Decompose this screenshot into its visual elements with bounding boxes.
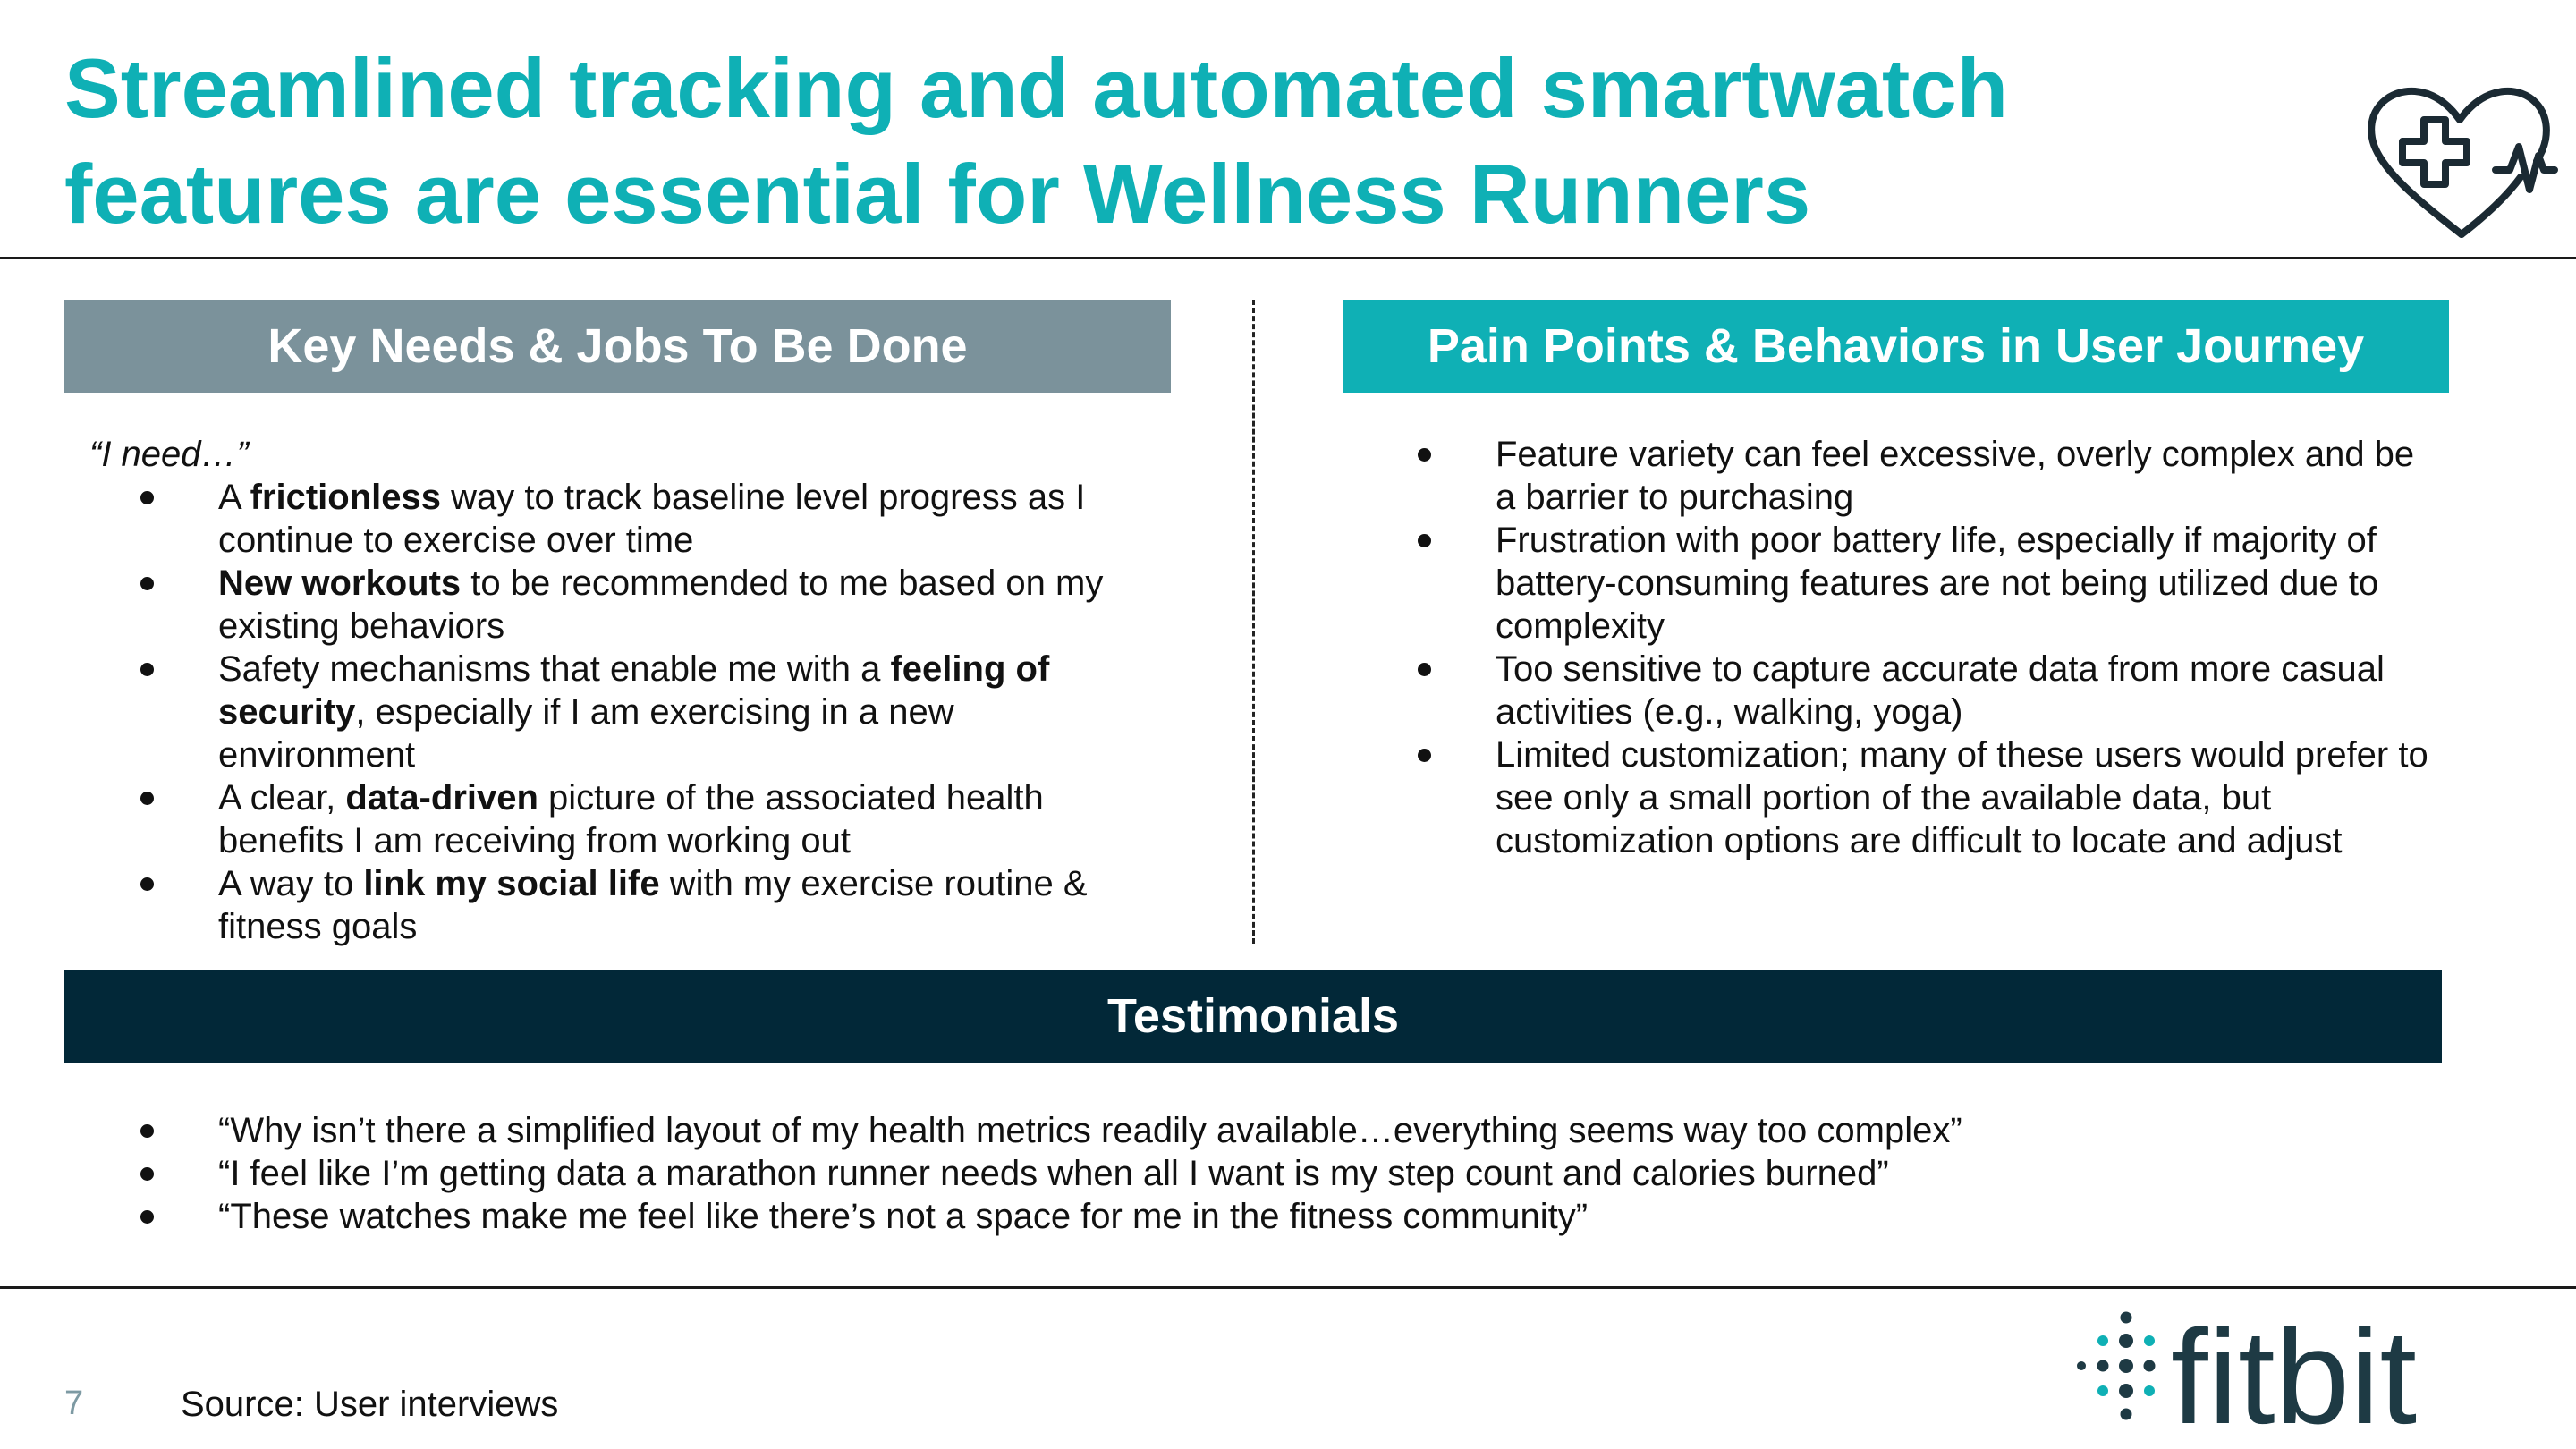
bullet-icon [1413,433,1435,476]
needs-list-item: New workouts to be recommended to me based on my existing behaviors [136,562,1156,648]
bullet-icon [136,1109,157,1152]
testimonials-list [136,1109,2462,1238]
pain-points-list-item: Frustration with poor battery life, especially if majority of battery-consuming features are not being utilized due to complexity [1413,519,2442,648]
pain-points-list [1413,433,2442,862]
slide-title-line-1: Streamlined tracking and automated smartwatch [64,41,2009,135]
pain-points-list-item: Too sensitive to capture accurate data from more casual activities (e.g., walking, yoga) [1413,648,2442,733]
bullet-icon [136,1195,157,1238]
bullet-icon [136,476,157,519]
bullet-icon [136,776,157,819]
pain-points-header: Pain Points & Behaviors in User Journey [1343,300,2449,393]
pain-points-list-item: Limited customization; many of these users would prefer to see only a small portion of the available data, but customization options are difficult to locate and adjust [1413,733,2442,862]
page-number: 7 [64,1385,84,1422]
needs-list-item: A frictionless way to track baseline level progress as I continue to exercise over time [136,476,1156,562]
footer-divider-line [0,1286,2576,1289]
needs-list-item: A way to link my social life with my exercise routine & fitness goals [136,862,1156,948]
needs-lead-quote: “I need…” [89,435,249,474]
slide-title [64,36,2318,247]
column-divider [1252,300,1255,944]
bullet-icon [1413,733,1435,776]
fitbit-logo-text: fitbit [2171,1301,2418,1436]
fitbit-dots-logo-icon [2077,1312,2156,1420]
bullet-icon [1413,519,1435,562]
bullet-icon [1413,648,1435,691]
bullet-icon [136,862,157,905]
bullet-icon [136,1152,157,1195]
needs-list [136,476,1156,948]
needs-list-item: Safety mechanisms that enable me with a feeling of security, especially if I am exercising in a new environment [136,648,1156,776]
title-divider-line [0,257,2576,259]
source-note: Source: User interviews [181,1385,559,1424]
key-needs-header: Key Needs & Jobs To Be Done [64,300,1171,393]
pain-points-list-item: Feature variety can feel excessive, overly complex and be a barrier to purchasing [1413,433,2442,519]
bullet-icon [136,562,157,605]
testimonials-header: Testimonials [64,970,2442,1063]
slide-title-line-2: features are essential for Wellness Runners [64,147,1811,241]
fitbit-logo [2062,1301,2527,1436]
needs-list-item: A clear, data-driven picture of the associated health benefits I am receiving from working out [136,776,1156,862]
testimonial-item: “Why isn’t there a simplified layout of my health metrics readily available…everything seems way too complex” [136,1109,2462,1152]
heart-medical-cross-pulse-icon [2361,84,2558,245]
bullet-icon [136,648,157,691]
testimonial-item: “These watches make me feel like there’s not a space for me in the fitness community” [136,1195,2462,1238]
testimonial-item: “I feel like I’m getting data a marathon runner needs when all I want is my step count and calories burned” [136,1152,2462,1195]
